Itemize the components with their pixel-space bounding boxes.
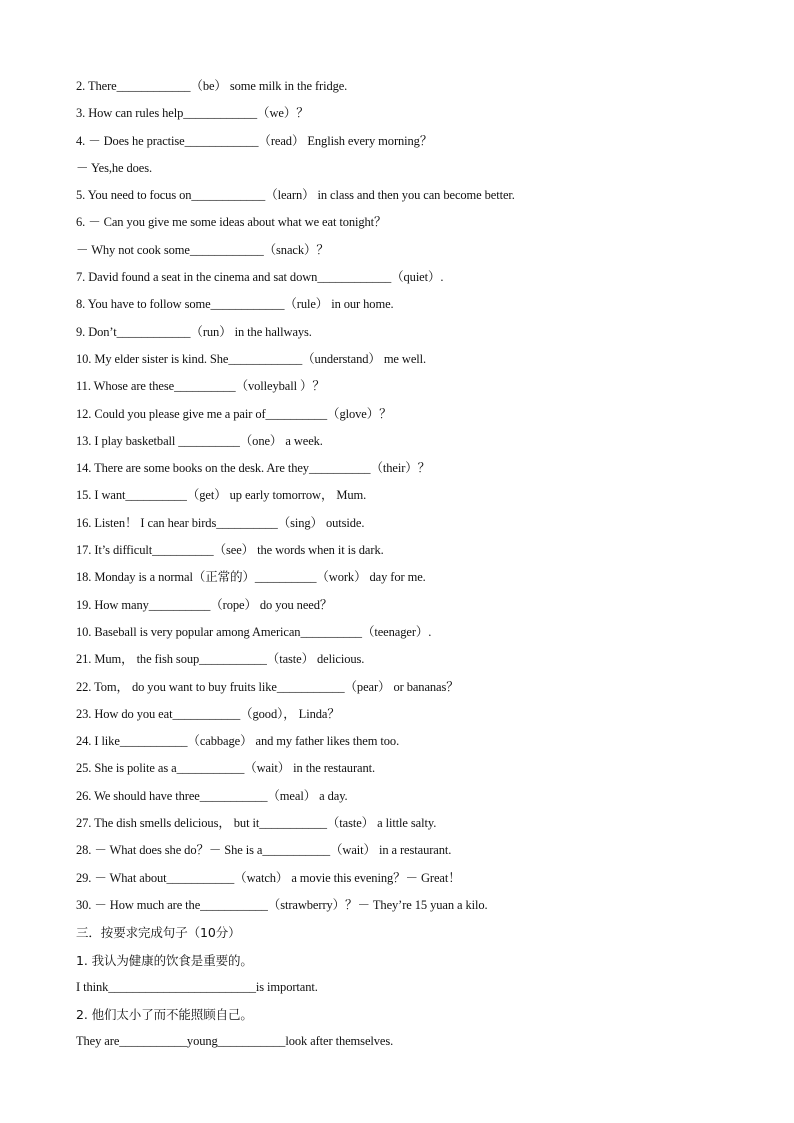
sentence-1-prompt: 1. 我认为健康的饮食是重要的。	[76, 952, 253, 968]
exercise-item-13: 13. I play basketball __________（one） a week.	[76, 433, 323, 448]
exercise-item-17: 17. It’s difficult__________（see） the words when it is dark.	[76, 543, 384, 558]
exercise-item-20: 10. Baseball is very popular among American__________（teenager）.	[76, 624, 432, 639]
exercise-item-8: 8. You have to follow some____________（rule） in our home.	[76, 297, 394, 312]
exercise-item-6-answer: － Why not cook some____________（snack）？	[76, 242, 329, 257]
exercise-item-4-answer: － Yes,he does.	[76, 160, 153, 175]
exercise-item-21: 21. Mum， the fish soup___________（taste） delicious.	[76, 652, 365, 667]
exercise-item-16: 16. Listen！ I can hear birds__________（sing） outside.	[76, 515, 365, 530]
exercise-item-6-question: 6. － Can you give me some ideas about what we eat tonight？	[76, 215, 387, 230]
exercise-item-5: 5. You need to focus on____________（learn） in class and then you can become better.	[76, 188, 515, 203]
sentence-1-blank: I think________________________is important.	[76, 979, 318, 994]
exercise-item-23: 23. How do you eat___________（good）， Linda？	[76, 706, 340, 721]
exercise-item-26: 26. We should have three___________（meal） a day.	[76, 788, 348, 803]
sentence-2-prompt: 2. 他们太小了而不能照顾自己。	[76, 1007, 253, 1023]
exercise-lines	[76, 73, 756, 1056]
exercise-item-9: 9. Don’t____________（run） in the hallways.	[76, 324, 312, 339]
exercise-item-11: 11. Whose are these__________（volleyball ）？	[76, 379, 325, 394]
exercise-item-28: 28. － What does she do？－ She is a___________（wait） in a restaurant.	[76, 843, 452, 858]
section-three-heading: 三．按要求完成句子（10分）	[76, 925, 241, 941]
exercise-item-14: 14. There are some books on the desk. Are they__________（their）？	[76, 461, 431, 476]
exercise-item-24: 24. I like___________（cabbage） and my father likes them too.	[76, 734, 400, 749]
exercise-item-2: 2. There____________（be） some milk in the fridge.	[76, 79, 348, 93]
exercise-item-18: 18. Monday is a normal（正常的）__________（work） day for me.	[76, 570, 426, 585]
sentence-2-blank: They are___________young___________look after themselves.	[76, 1034, 394, 1049]
exercise-item-3: 3. How can rules help____________（we）？	[76, 106, 309, 121]
exercise-item-29: 29. － What about___________（watch） a movie this evening？－ Great！	[76, 870, 461, 885]
exercise-item-4-question: 4. － Does he practise____________（read） English every morning？	[76, 133, 433, 148]
exercise-item-30: 30. － How much are the___________（strawberry）？－ They’re 15 yuan a kilo.	[76, 897, 488, 912]
exercise-item-27: 27. The dish smells delicious， but it___________（taste） a little salty.	[76, 816, 437, 831]
exercise-item-25: 25. She is polite as a___________（wait） in the restaurant.	[76, 761, 376, 776]
exercise-item-19: 19. How many__________（rope） do you need？	[76, 597, 333, 612]
exercise-item-12: 12. Could you please give me a pair of__________（glove）？	[76, 406, 392, 421]
exercise-item-15: 15. I want__________（get） up early tomorrow， Mum.	[76, 488, 367, 503]
exercise-item-22: 22. Tom， do you want to buy fruits like___________（pear） or bananas？	[76, 679, 459, 694]
exercise-item-7: 7. David found a seat in the cinema and sat down____________（quiet）.	[76, 270, 444, 285]
exercise-item-10: 10. My elder sister is kind. She____________（understand） me well.	[76, 351, 427, 366]
